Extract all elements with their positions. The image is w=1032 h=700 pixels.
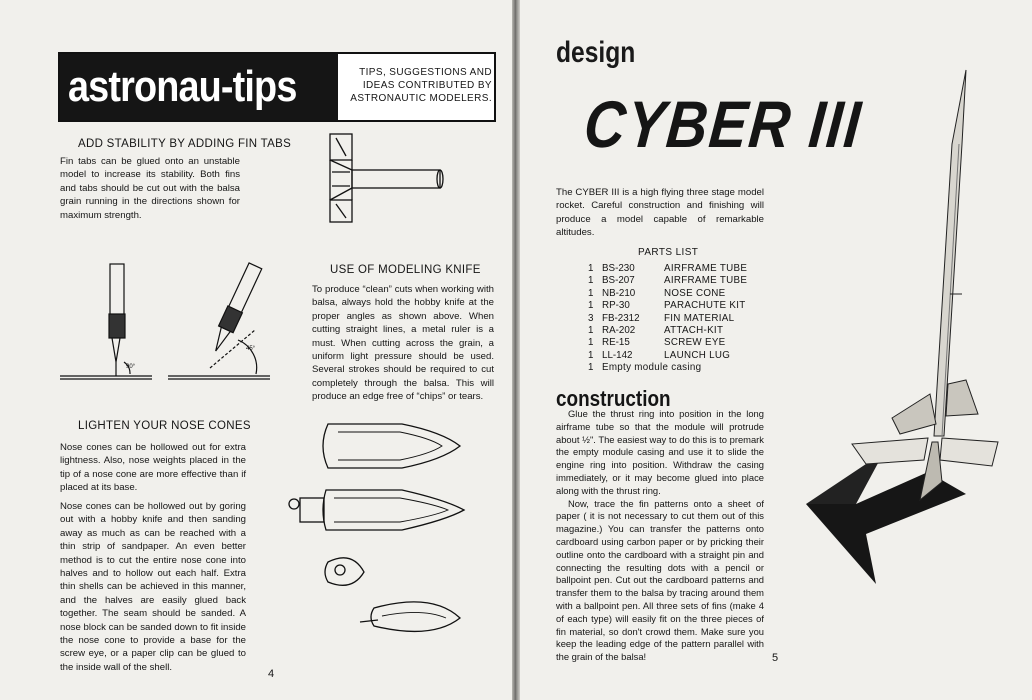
part-qty: 1 (588, 300, 594, 312)
part-qty: 1 (588, 275, 594, 287)
svg-text:45°: 45° (246, 346, 256, 352)
part-desc: LAUNCH LUG (664, 349, 731, 361)
part-qty: 1 (588, 287, 594, 299)
fin-tabs-heading: ADD STABILITY BY ADDING FIN TABS (78, 138, 292, 150)
construction-paragraph-1: Glue the thrust ring into position in the long airframe tube so that the module will protrude about ½". The easiest way to do this is to premark the empty module casing and use it to slide the engine ring into position. Withdraw the casing immediately, or it may become glued into place along with the thrust ring. (556, 408, 764, 496)
part-code: BS-230 (602, 263, 635, 274)
part-code: RA-202 (602, 325, 636, 337)
body-tube (352, 170, 440, 188)
parts-row (588, 362, 747, 374)
part-code: RP-30 (602, 300, 630, 312)
astronau-tips-masthead (58, 52, 496, 122)
construction-label: construction (556, 386, 671, 411)
part-desc: Empty module casing (602, 362, 702, 374)
right-page (520, 0, 1032, 700)
nose-cones-heading: LIGHTEN YOUR NOSE CONES (78, 420, 251, 432)
part-desc: PARACHUTE KIT (664, 300, 746, 312)
part-qty: 1 (588, 362, 594, 374)
part-desc: AIRFRAME TUBE (664, 263, 748, 274)
part-desc: SCREW EYE (664, 337, 726, 349)
parts-row (588, 313, 747, 325)
part-code: NB-210 (602, 287, 636, 299)
fin-tabs-body: Fin tabs can be glued onto an unstable model to increase its stability. Both fins and tabs should be cut out with the balsa grain running in the directions shown for maximum strength. (60, 156, 240, 221)
knife-body: To produce “clean” cuts when working with balsa, always hold the hobby knife at the proper angles as shown above. When cutting straight lines, a metal ruler is a must. When cutting across the grain, a uniform light pressure should be used. Several strokes should be required to cut completely through the balsa. This will produce an edge free of “chips” or tears. (312, 284, 494, 403)
fin-tab-diagram (318, 128, 448, 228)
construction-body (556, 408, 764, 664)
intro-paragraph: The CYBER III is a high flying three stage model rocket. Careful construction and finishing will produce a model capable of remarkable altitudes. (556, 187, 764, 239)
nose-cone-diagrams (282, 412, 482, 662)
part-qty: 3 (588, 312, 594, 324)
screw-eye (289, 499, 299, 509)
part-qty: 1 (588, 349, 594, 361)
page-number-right: 5 (772, 652, 779, 664)
parts-row (588, 275, 747, 287)
cyber-iii-rocket-illustration (796, 64, 1032, 594)
part-code: FB-2312 (602, 312, 640, 324)
knife-heading: USE OF MODELING KNIFE (330, 264, 481, 276)
upper-fin-left (892, 394, 936, 434)
parts-row (588, 350, 747, 362)
parts-row (588, 300, 747, 312)
parts-row (588, 263, 747, 275)
left-page (0, 0, 512, 700)
page-number-left: 4 (268, 668, 275, 680)
masthead-tagline: TIPS, SUGGESTIONS AND IDEAS CONTRIBUTED BY ASTRONAUTIC MODELERS. (350, 67, 492, 104)
part-desc: AIRFRAME TUBE (664, 275, 748, 287)
parts-list-title: PARTS LIST (638, 247, 699, 258)
part-code: LL-142 (602, 349, 633, 361)
book-gutter (512, 0, 520, 700)
nose-cones-body-2: Nose cones can be hollowed out by goring out with a hobby knife and then sanding away as much as can be reached with a thin strip of sandpaper. An even better method is to cut the entire nose cone into halves and to hollow out each half. Extra thin shells can be achieved in this manner, and the halves are easily glued back together. The seam should be sanded. A nose block can be sanded down to fit inside the nose cone to provide a base for the screw eye, or a paper clip can be glued to the inside wall of the shell. (60, 501, 246, 673)
nose-cone-hollow-1 (323, 424, 460, 468)
part-qty: 1 (588, 337, 594, 349)
lower-fin-right (940, 438, 998, 466)
part-desc: ATTACH-KIT (664, 325, 724, 337)
svg-text:90°: 90° (126, 364, 136, 370)
parts-row (588, 288, 747, 300)
knife-angle-diagram (60, 258, 270, 388)
part-desc: FIN MATERIAL (664, 312, 735, 324)
upper-fin-right (946, 380, 978, 416)
design-label: design (556, 36, 636, 69)
part-code: BS-207 (602, 275, 635, 287)
nose-cone-hollow-2 (323, 490, 464, 530)
lower-fin-left (852, 438, 928, 464)
nose-block (300, 498, 324, 522)
part-desc: NOSE CONE (664, 287, 726, 299)
nose-cone-paper-clip (371, 602, 460, 632)
masthead-logo: astronau-tips (60, 54, 338, 120)
part-qty: 1 (588, 263, 594, 274)
nose-cones-body-1: Nose cones can be hollowed out for extra lightness. Also, nose weights placed in the tip of a nose cone are more effective than if placed at its base. (60, 442, 246, 494)
part-code: RE-15 (602, 337, 630, 349)
parts-row (588, 337, 747, 349)
parts-list (588, 263, 747, 375)
part-qty: 1 (588, 325, 594, 337)
parts-row (588, 325, 747, 337)
construction-paragraph-2: Now, trace the fin patterns onto a sheet of paper ( it is not necessary to cut them out of this magazine.) You can transfer the patterns onto cardboard using carbon paper or by pricking their outline onto the cardboard with a straight pin and connecting the resulting dots with a pencil or ballpoint pen. Cut out the cardboard patterns and transfer them to the balsa by tracing around them with a ballpoint pen. All three sets of fins (make 4 of each type) will easily fit on the three pieces of fin material, so don't crowd them. Make sure you keep the leading edge of the pattern parallel with the grain of the balsa! (556, 497, 764, 663)
cyber-iii-title: CYBER III (581, 87, 866, 161)
